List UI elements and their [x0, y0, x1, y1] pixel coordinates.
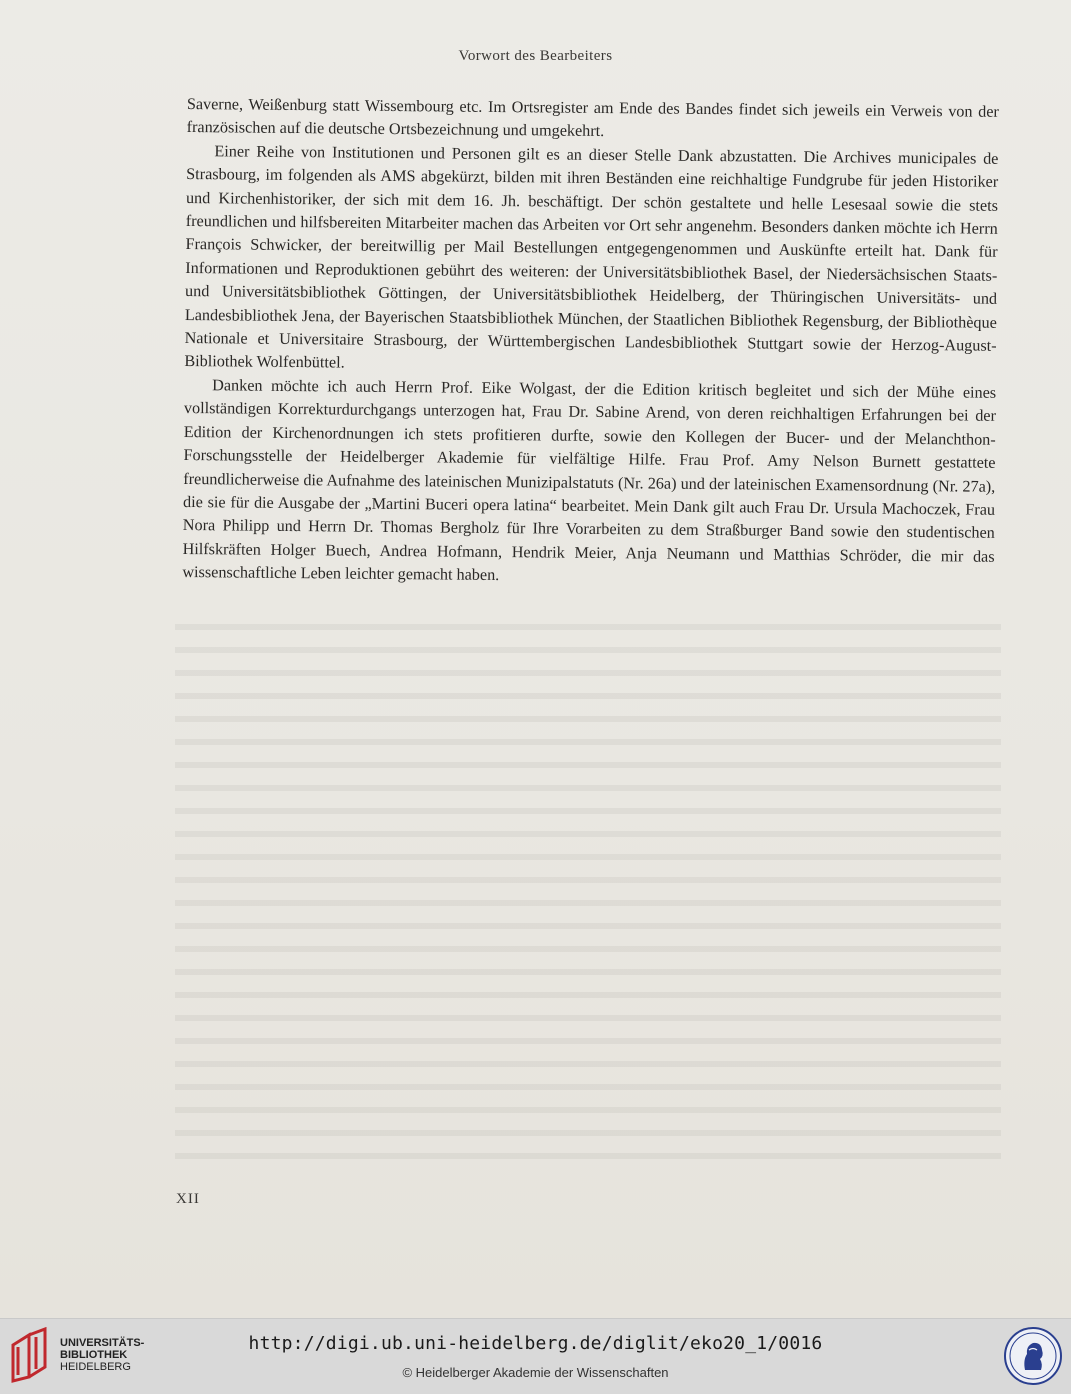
- paragraph-1: Saverne, Weißenburg statt Wissembourg etc. Im Ortsregister am Ende des Bandes findet sich jeweils ein Verweis von der französischen auf die deutsche Ortsbezeichnung und umgekehrt.: [186, 94, 999, 141]
- page-number: XII: [176, 1191, 200, 1207]
- body-text: [182, 93, 999, 592]
- library-name-line-1: UNIVERSITÄTS-: [60, 1337, 145, 1349]
- library-name-line-2: BIBLIOTHEK: [60, 1349, 128, 1361]
- paragraph-2: Einer Reihe von Institutionen und Personen gilt es an dieser Stelle Dank abzustatten. Die Archives municipales de Strasbourg, im folgenden als AMS abgekürzt, bilden mit ihren Beständen eine reichhaltige Fundgrube für jeden Historiker und Kirchenhistoriker, der sich mit dem 16. Jh. beschäftigt. Der schön gestaltete und helle Lesesaal sowie die stets freundlichen und hilfsbereiten Mitarbeiter machen das Arbeiten vor Ort sehr angenehm. Besonders danken möchte ich Herrn François Schwicker, der bereitwillig per Mail Bestellungen entgegengenommen und Auskünfte erteilt hat. Dank für Informationen und Reproduktionen gebührt des weiteren: der Universitätsbibliothek Basel, der Niedersächsischen Staats- und Universitätsbibliothek Göttingen, der Universitätsbibliothek Heidelberg, der Thüringischen Universitäts- und Landesbibliothek Jena, der Bayerischen Staatsbibliothek München, der Staatlichen Bibliothek Regensburg, der Bibliothèque Nationale et Universitaire Strasbourg, der Württembergischen Landesbibliothek Stuttgart sowie der Herzog-August-Bibliothek Wolfenbüttel.: [184, 142, 999, 372]
- viewer-footer: [0, 1318, 1071, 1394]
- university-seal-icon[interactable]: [1003, 1326, 1063, 1386]
- library-name-line-3: HEIDELBERG: [60, 1361, 131, 1373]
- running-head: Vorwort des Bearbeiters: [458, 48, 613, 64]
- show-through-text: [175, 612, 1001, 1172]
- copyright-notice: © Heidelberger Akademie der Wissenschaften: [402, 1365, 669, 1380]
- permalink-url[interactable]: http://digi.ub.uni-heidelberg.de/diglit/eko20_1/0016: [248, 1333, 823, 1354]
- paragraph-3: Danken möchte ich auch Herrn Prof. Eike Wolgast, der die Edition kritisch begleitet und sich der Mühe eines vollständigen Korrekturdurchgangs unterzogen hat, Frau Dr. Sabine Arend, von deren reichhaltigen Erfahrungen bei der Edition der Kirchenordnungen ich stets profitieren durfte, sowie den Kollegen der Bucer- und der Melanchthon-Forschungsstelle der Heidelberger Akademie für vielfältige Hilfe. Frau Prof. Amy Nelson Burnett gestattete freundlicherweise die Aufnahme des lateinischen Munizipalstatuts (Nr. 26a) und der lateinischen Examensordnung (Nr. 27a), die sie für die Ausgabe der „Martini Buceri opera latina“ bearbeitet. Mein Dank gilt auch Frau Dr. Ursula Machoczek, Frau Nora Philipp und Herrn Dr. Thomas Bergholz für Ihre Vorarbeiten zu dem Straßburger Band sowie den studentischen Hilfskräften Holger Buech, Andrea Hofmann, Hendrik Meier, Anja Neumann und Matthias Schröder, die mir das wissenschaftliche Leben leichter gemacht haben.: [182, 376, 997, 585]
